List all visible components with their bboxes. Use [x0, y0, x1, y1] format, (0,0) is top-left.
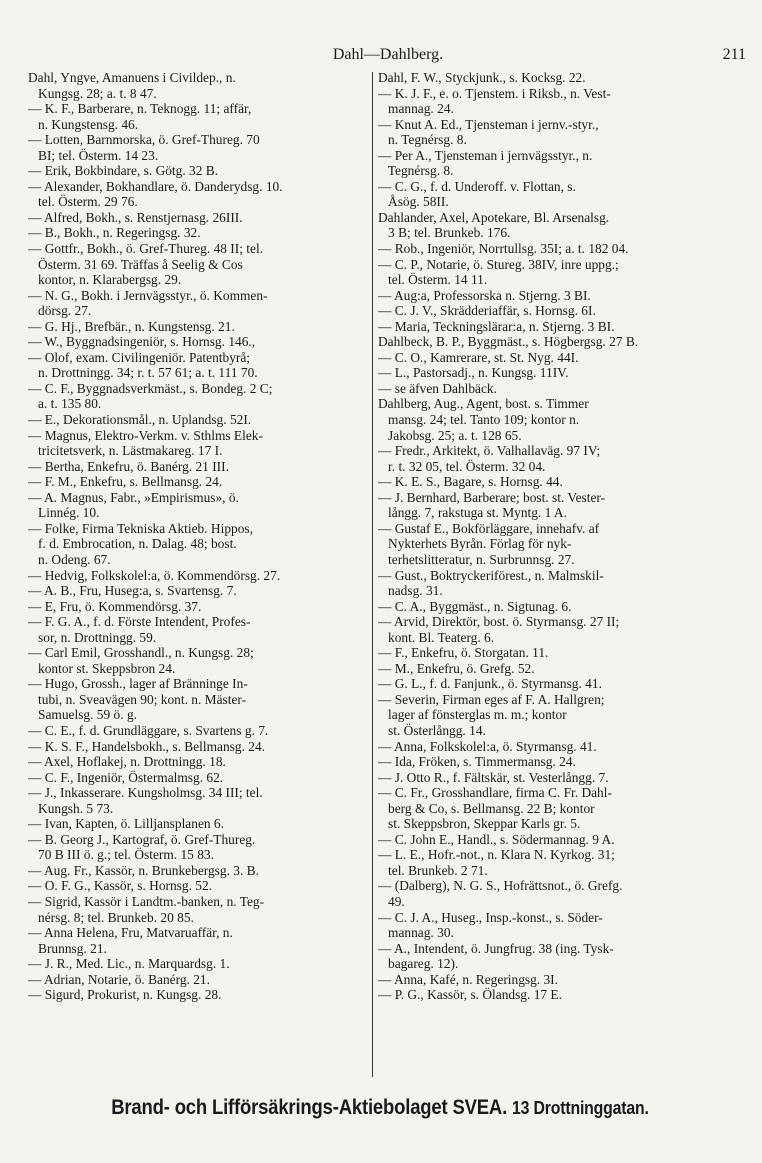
- directory-entry-line: — O. F. G., Kassör, s. Hornsg. 52.: [28, 878, 213, 894]
- directory-entry-line: mannag. 24.: [378, 101, 454, 117]
- directory-entry-line: — Anna Helena, Fru, Matvaruaffär, n.: [28, 925, 233, 941]
- directory-entry-line: — Aug. Fr., Kassör, n. Brunkebergsg. 3. B.: [28, 862, 259, 878]
- directory-entry-line: tel. Österm. 14 11.: [378, 272, 488, 288]
- directory-entry-line: — J. Bernhard, Barberare; bost. st. Vester-: [378, 489, 606, 505]
- directory-entry-line: — Adrian, Notarie, ö. Banérg. 21.: [28, 971, 210, 987]
- directory-entry-line: tel. Österm. 29 76.: [28, 194, 138, 210]
- directory-entry-line: r. t. 32 05, tel. Österm. 32 04.: [378, 458, 546, 474]
- directory-entry-line: — Fredr., Arkitekt, ö. Valhallaväg. 97 IV;: [378, 443, 601, 459]
- directory-entry-line: — Magnus, Elektro-Verkm. v. Sthlms Elek-: [28, 427, 263, 443]
- directory-entry-line: — C. J. V., Skrädderiaffär, s. Hornsg. 6I.: [378, 303, 596, 319]
- directory-entry-line: Linnég. 10.: [28, 505, 100, 521]
- directory-entry-line: — C. J. A., Huseg., Insp.-konst., s. Söder-: [378, 909, 603, 925]
- directory-entry-line: tel. Brunkeb. 2 71.: [378, 862, 488, 878]
- footer-company: Brand- och Lifförsäkrings-Aktiebolaget SVEA.: [111, 1096, 508, 1119]
- directory-entry-line: Dahl, Yngve, Amanuens i Civildep., n.: [28, 70, 236, 85]
- directory-entry-line: — F. G. A., f. d. Förste Intendent, Profes-: [28, 614, 251, 630]
- directory-entry-line: — Lotten, Barnmorska, ö. Gref-Thureg. 70: [28, 132, 260, 148]
- directory-entry-line: — Per A., Tjensteman i jernvägsstyr., n.: [378, 147, 593, 163]
- left-column: [28, 70, 370, 1003]
- directory-entry-line: — M., Enkefru, ö. Grefg. 52.: [378, 660, 535, 676]
- directory-entry-line: — Axel, Hoflakej, n. Drottningg. 18.: [28, 754, 226, 770]
- directory-entry-line: — F., Enkefru, ö. Storgatan. 11.: [378, 645, 549, 661]
- directory-entry-line: — J. Otto R., f. Fältskär, st. Vesterlångg. 7.: [378, 769, 609, 785]
- directory-entry-line: Dahlbeck, B. P., Byggmäst., s. Högbergsg. 27 B.: [378, 334, 639, 350]
- column-divider: [372, 72, 373, 1077]
- directory-entry-line: kontor st. Skeppsbron 24.: [28, 660, 176, 676]
- directory-entry-line: — G. Hj., Brefbär., n. Kungstensg. 21.: [28, 318, 235, 334]
- directory-entry-line: — C. P., Notarie, ö. Stureg. 38IV, inre uppg.;: [378, 256, 619, 272]
- footer-address: 13 Drottninggatan.: [512, 1098, 649, 1118]
- directory-entry-line: — Hugo, Grossh., lager af Bränninge In-: [28, 676, 248, 692]
- directory-entry-line: Samuelsg. 59 ö. g.: [28, 707, 137, 723]
- directory-entry-line: — L., Pastorsadj., n. Kungsg. 11IV.: [378, 365, 569, 381]
- directory-entry-line: — Folke, Firma Tekniska Aktieb. Hippos,: [28, 520, 253, 536]
- directory-entry-line: n. Kungstensg. 46.: [28, 116, 139, 132]
- directory-entry-line: — Olof, exam. Civilingeniör. Patentbyrå;: [28, 349, 251, 365]
- directory-entry-line: — A. B., Fru, Huseg:a, s. Svartensg. 7.: [28, 583, 237, 599]
- directory-entry-line: — Anna, Folkskolel:a, ö. Styrmansg. 41.: [378, 738, 597, 754]
- directory-entry-line: — C. E., f. d. Grundläggare, s. Svartens g. 7.: [28, 722, 269, 738]
- directory-entry-line: dörsg. 27.: [28, 303, 92, 319]
- directory-entry-line: — Severin, Firman eges af F. A. Hallgren;: [378, 691, 605, 707]
- directory-entry-line: — Gustaf E., Bokförläggare, innehafv. af: [378, 520, 600, 536]
- directory-entry-line: Tegnérsg. 8.: [378, 163, 454, 179]
- directory-entry-line: — Rob., Ingeniör, Norrtullsg. 35I; a. t. 182 04.: [378, 241, 629, 257]
- directory-entry-line: Kungsg. 28; a. t. 8 47.: [28, 85, 157, 101]
- directory-entry-line: — Bertha, Enkefru, ö. Banérg. 21 III.: [28, 458, 229, 474]
- directory-entry-line: — B. Georg J., Kartograf, ö. Gref-Thureg.: [28, 831, 256, 847]
- directory-entry-line: — K. S. F., Handelsbokh., s. Bellmansg. 24.: [28, 738, 265, 754]
- directory-entry-line: — C. G., f. d. Underoff. v. Flottan, s.: [378, 178, 576, 194]
- directory-entry-line: — F. M., Enkefru, s. Bellmansg. 24.: [28, 474, 223, 490]
- directory-entry-line: — Gust., Boktryckeriförest., n. Malmskil-: [378, 567, 604, 583]
- directory-entry-line: a. t. 135 80.: [28, 396, 102, 412]
- directory-entry-line: Brunnsg. 21.: [28, 940, 107, 956]
- directory-entry-line: kontor, n. Klarabergsg. 29.: [28, 272, 182, 288]
- directory-entry-line: — Hedvig, Folkskolel:a, ö. Kommendörsg. 27.: [28, 567, 281, 583]
- directory-entry-line: — C. Fr., Grosshandlare, firma C. Fr. Dahl-: [378, 785, 612, 801]
- directory-entry-line: Åsög. 58II.: [378, 194, 449, 210]
- directory-entry-line: n. Tegnérsg. 8.: [378, 132, 467, 148]
- directory-entry-line: tricitetsverk, n. Lästmakareg. 17 I.: [28, 443, 223, 459]
- directory-entry-line: — B., Bokh., n. Regeringsg. 32.: [28, 225, 201, 241]
- directory-entry-line: Österm. 31 69. Träffas å Seelig & Cos: [28, 256, 243, 272]
- directory-entry-line: st. Skeppsbron, Skeppar Karls gr. 5.: [378, 816, 581, 832]
- directory-entry-line: — Carl Emil, Grosshandl., n. Kungsg. 28;: [28, 645, 254, 661]
- page-title: Dahl—Dahlberg.: [332, 46, 444, 63]
- directory-entry-line: nérsg. 8; tel. Brunkeb. 20 85.: [28, 909, 194, 925]
- directory-entry-line: — C. F., Byggnadsverkmäst., s. Bondeg. 2 C;: [28, 380, 273, 396]
- page-number: 211: [722, 46, 746, 63]
- directory-entry-line: — K. J. F., e. o. Tjenstem. i Riksb., n. Vest-: [378, 85, 611, 101]
- directory-entry-line: Dahlberg, Aug., Agent, bost. s. Timmer: [378, 396, 589, 412]
- directory-entry-line: — Ida, Fröken, s. Timmermansg. 24.: [378, 754, 576, 770]
- directory-entry-line: — Sigurd, Prokurist, n. Kungsg. 28.: [28, 987, 222, 1003]
- directory-entry-line: — Anna, Kafé, n. Regeringsg. 3I.: [378, 971, 558, 987]
- directory-entry-line: — C. A., Byggmäst., n. Sigtunag. 6.: [378, 598, 572, 614]
- directory-entry-line: terhetslitteratur, n. Surbrunnsg. 27.: [378, 551, 575, 567]
- directory-entry-line: n. Odeng. 67.: [28, 551, 111, 567]
- directory-entry-line: — A. Magnus, Fabr., »Empirismus», ö.: [28, 489, 239, 505]
- directory-entry-line: — J., Inkasserare. Kungsholmsg. 34 III; tel.: [28, 785, 263, 801]
- directory-entry-line: Dahlander, Axel, Apotekare, Bl. Arsenalsg.: [378, 209, 610, 225]
- directory-entry-line: — Knut A. Ed., Tjensteman i jernv.-styr.,: [378, 116, 599, 132]
- directory-entry-line: — J. R., Med. Lic., n. Marquardsg. 1.: [28, 956, 230, 972]
- directory-entry-line: — N. G., Bokh. i Jernvägsstyr., ö. Kommen-: [28, 287, 268, 303]
- directory-entry-line: kont. Bl. Teaterg. 6.: [378, 629, 495, 645]
- directory-entry-line: mannag. 30.: [378, 925, 454, 941]
- directory-entry-line: långg. 7, rakstuga st. Myntg. 1 A.: [378, 505, 567, 521]
- directory-entry-line: — Sigrid, Kassör i Landtm.-banken, n. Teg-: [28, 893, 265, 909]
- directory-entry-line: n. Drottningg. 34; r. t. 57 61; a. t. 111 70.: [28, 365, 258, 381]
- directory-entry-line: — Gottfr., Bokh., ö. Gref-Thureg. 48 II; tel.: [28, 241, 264, 257]
- directory-entry-line: — C. John E., Handl., s. Södermannag. 9 A.: [378, 831, 615, 847]
- directory-entry-line: Dahl, F. W., Styckjunk., s. Kocksg. 22.: [378, 70, 586, 85]
- directory-entry-line: — K. E. S., Bagare, s. Hornsg. 44.: [378, 474, 563, 490]
- directory-entry-line: berg & Co, s. Bellmansg. 22 B; kontor: [378, 800, 595, 816]
- directory-entry-line: — L. E., Hofr.-not., n. Klara N. Kyrkog. 31;: [378, 847, 615, 863]
- directory-entry-line: — Ivan, Kapten, ö. Lilljansplanen 6.: [28, 816, 224, 832]
- directory-entry-line: — W., Byggnadsingeniör, s. Hornsg. 146.,: [28, 334, 256, 350]
- directory-entry-line: tubi, n. Sveavägen 90; kont. n. Mäster-: [28, 691, 247, 707]
- directory-entry-line: Kungsh. 5 73.: [28, 800, 114, 816]
- directory-entry-line: — Alfred, Bokh., s. Renstjernasg. 26III.: [28, 209, 243, 225]
- directory-entry-line: — C. F., Ingeniör, Östermalmsg. 62.: [28, 769, 224, 785]
- directory-entry-line: nadsg. 31.: [378, 583, 443, 599]
- directory-entry-line: 70 B III ö. g.; tel. Österm. 15 83.: [28, 847, 214, 863]
- directory-entry-line: — Aug:a, Professorska n. Stjerng. 3 BI.: [378, 287, 591, 303]
- directory-entry-line: — E., Dekorationsmål., n. Uplandsg. 52I.: [28, 412, 252, 428]
- directory-entry-line: st. Österlångg. 14.: [378, 722, 486, 738]
- directory-entry-line: — P. G., Kassör, s. Ölandsg. 17 E.: [378, 987, 562, 1003]
- directory-entry-line: f. d. Embrocation, n. Dalag. 48; bost.: [28, 536, 237, 552]
- directory-entry-line: — Alexander, Bokhandlare, ö. Danderydsg. 10.: [28, 178, 283, 194]
- right-column: [378, 70, 740, 1003]
- directory-entry-line: — (Dalberg), N. G. S., Hofrättsnot., ö. Grefg.: [378, 878, 623, 894]
- directory-entry-line: — Maria, Teckningslärar:a, n. Stjerng. 3 BI.: [378, 318, 615, 334]
- directory-entry-line: sor, n. Drottningg. 59.: [28, 629, 157, 645]
- directory-entry-line: — A., Intendent, ö. Jungfrug. 38 (ing. Tysk-: [378, 940, 614, 956]
- directory-entry-line: — Erik, Bokbindare, s. Götg. 32 B.: [28, 163, 219, 179]
- directory-entry-line: Nykterhets Byrån. Förlag för nyk-: [378, 536, 572, 552]
- directory-entry-line: — E, Fru, ö. Kommendörsg. 37.: [28, 598, 202, 614]
- directory-entry-line: bagareg. 12).: [378, 956, 459, 972]
- directory-entry-line: lager af fönsterglas m. m.; kontor: [378, 707, 567, 723]
- directory-entry-line: — Arvid, Direktör, bost. ö. Styrmansg. 27 II;: [378, 614, 620, 630]
- directory-entry-line: 3 B; tel. Brunkeb. 176.: [378, 225, 511, 241]
- directory-entry-line: Jakobsg. 25; a. t. 128 65.: [378, 427, 522, 443]
- directory-entry-line: — C. O., Kamrerare, st. St. Nyg. 44I.: [378, 349, 579, 365]
- page-header: [30, 46, 746, 68]
- directory-entry-line: — se äfven Dahlbäck.: [378, 380, 497, 396]
- directory-entry-line: BI; tel. Österm. 14 23.: [28, 147, 159, 163]
- directory-entry-line: — K. F., Barberare, n. Teknogg. 11; affär,: [28, 101, 252, 117]
- directory-entry-line: 49.: [378, 893, 405, 909]
- directory-entry-line: mansg. 24; tel. Tanto 109; kontor n.: [378, 412, 580, 428]
- directory-entry-line: — G. L., f. d. Fanjunk., ö. Styrmansg. 41.: [378, 676, 602, 692]
- advertisement-footer: [72, 1096, 688, 1120]
